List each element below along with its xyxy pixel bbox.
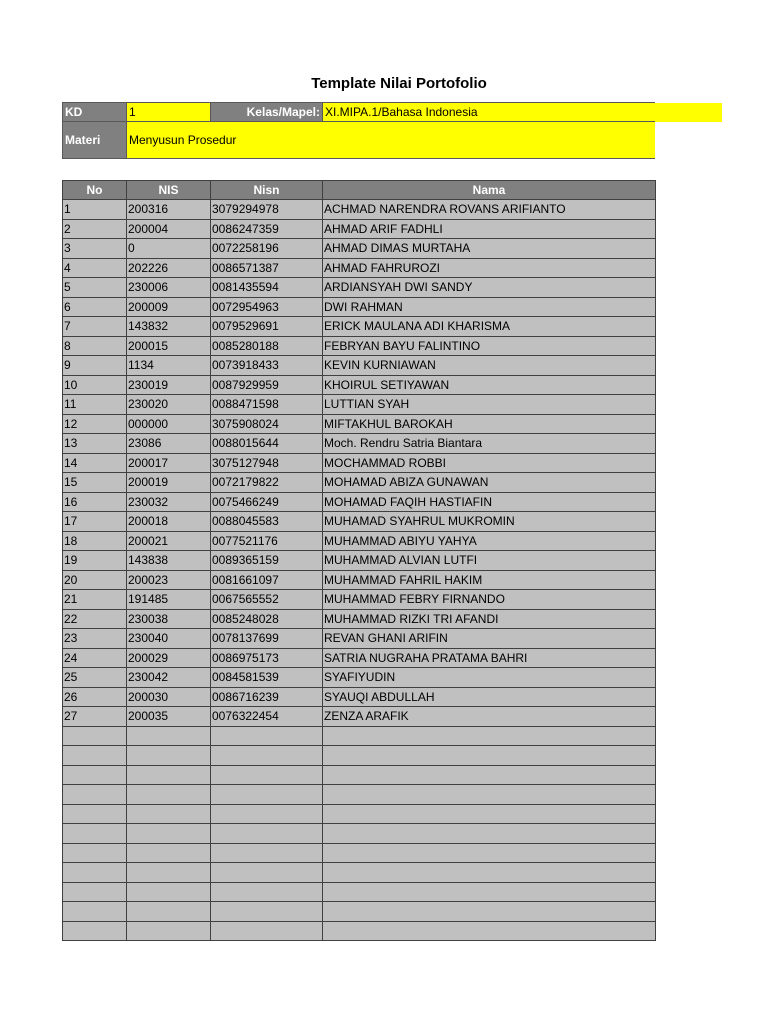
empty-table-row bbox=[63, 804, 656, 824]
cell-nisn[interactable]: 0081435594 bbox=[211, 278, 323, 298]
cell-nisn[interactable]: 0072258196 bbox=[211, 239, 323, 259]
table-row bbox=[63, 492, 656, 512]
cell-nama[interactable]: REVAN GHANI ARIFIN bbox=[323, 629, 656, 649]
empty-table-row bbox=[63, 824, 656, 844]
cell-nis[interactable]: 143838 bbox=[127, 551, 211, 571]
cell-nis[interactable]: 200030 bbox=[127, 687, 211, 707]
empty-cell[interactable] bbox=[127, 863, 211, 883]
materi-label: Materi bbox=[63, 122, 127, 159]
header-nisn: Nisn bbox=[211, 181, 323, 200]
cell-nama[interactable]: MUHAMMAD FAHRIL HAKIM bbox=[323, 570, 656, 590]
table-row bbox=[63, 278, 656, 298]
empty-cell[interactable] bbox=[323, 882, 656, 902]
empty-cell[interactable] bbox=[127, 746, 211, 766]
empty-cell[interactable] bbox=[63, 785, 127, 805]
cell-nama[interactable]: ERICK MAULANA ADI KHARISMA bbox=[323, 317, 656, 337]
cell-nis[interactable]: 200019 bbox=[127, 473, 211, 493]
cell-no[interactable]: 26 bbox=[63, 687, 127, 707]
empty-cell[interactable] bbox=[63, 843, 127, 863]
empty-table-row bbox=[63, 843, 656, 863]
empty-table-row bbox=[63, 726, 656, 746]
cell-nama[interactable]: ZENZA ARAFIK bbox=[323, 707, 656, 727]
cell-no[interactable]: 10 bbox=[63, 375, 127, 395]
student-table bbox=[62, 180, 656, 941]
table-row bbox=[63, 434, 656, 454]
empty-cell[interactable] bbox=[323, 863, 656, 883]
cell-no[interactable]: 23 bbox=[63, 629, 127, 649]
cell-nisn[interactable]: 0075466249 bbox=[211, 492, 323, 512]
cell-nisn[interactable]: 3075127948 bbox=[211, 453, 323, 473]
empty-cell[interactable] bbox=[63, 804, 127, 824]
cell-nis[interactable]: 230006 bbox=[127, 278, 211, 298]
cell-nama[interactable]: SYAUQI ABDULLAH bbox=[323, 687, 656, 707]
cell-nama[interactable]: SATRIA NUGRAHA PRATAMA BAHRI bbox=[323, 648, 656, 668]
page-title: Template Nilai Portofolio bbox=[311, 75, 487, 92]
cell-nis[interactable]: 200021 bbox=[127, 531, 211, 551]
cell-nama[interactable]: MUHAMMAD ALVIAN LUTFI bbox=[323, 551, 656, 571]
table-row bbox=[63, 707, 656, 727]
table-row bbox=[63, 200, 656, 220]
table-row bbox=[63, 395, 656, 415]
cell-nisn[interactable]: 0073918433 bbox=[211, 356, 323, 376]
cell-no[interactable]: 17 bbox=[63, 512, 127, 532]
empty-cell[interactable] bbox=[323, 746, 656, 766]
cell-nis[interactable]: 200018 bbox=[127, 512, 211, 532]
table-row bbox=[63, 629, 656, 649]
empty-cell[interactable] bbox=[127, 785, 211, 805]
empty-cell[interactable] bbox=[127, 824, 211, 844]
table-row bbox=[63, 453, 656, 473]
empty-cell[interactable] bbox=[211, 726, 323, 746]
empty-table-row bbox=[63, 863, 656, 883]
cell-nama[interactable]: MOHAMAD ABIZA GUNAWAN bbox=[323, 473, 656, 493]
table-row bbox=[63, 570, 656, 590]
cell-nis[interactable]: 200316 bbox=[127, 200, 211, 220]
cell-nis[interactable]: 230032 bbox=[127, 492, 211, 512]
kelas-mapel-label: Kelas/Mapel: bbox=[211, 103, 323, 122]
cell-nama[interactable]: AHMAD ARIF FADHLI bbox=[323, 219, 656, 239]
cell-nisn[interactable]: 0077521176 bbox=[211, 531, 323, 551]
cell-no[interactable]: 22 bbox=[63, 609, 127, 629]
cell-nama[interactable]: FEBRYAN BAYU FALINTINO bbox=[323, 336, 656, 356]
empty-cell[interactable] bbox=[323, 902, 656, 922]
cell-nama[interactable]: LUTTIAN SYAH bbox=[323, 395, 656, 415]
cell-no[interactable]: 24 bbox=[63, 648, 127, 668]
table-row bbox=[63, 336, 656, 356]
empty-cell[interactable] bbox=[323, 726, 656, 746]
empty-cell[interactable] bbox=[323, 824, 656, 844]
cell-nisn[interactable]: 0086247359 bbox=[211, 219, 323, 239]
cell-nisn[interactable]: 0088471598 bbox=[211, 395, 323, 415]
header-nis: NIS bbox=[127, 181, 211, 200]
table-row bbox=[63, 668, 656, 688]
cell-nis[interactable]: 200029 bbox=[127, 648, 211, 668]
cell-nis[interactable]: 230020 bbox=[127, 395, 211, 415]
cell-nisn[interactable]: 3079294978 bbox=[211, 200, 323, 220]
cell-nisn[interactable]: 0072179822 bbox=[211, 473, 323, 493]
table-row bbox=[63, 414, 656, 434]
cell-nama[interactable]: MUHAMMAD RIZKI TRI AFANDI bbox=[323, 609, 656, 629]
empty-cell[interactable] bbox=[323, 765, 656, 785]
table-row bbox=[63, 258, 656, 278]
empty-cell[interactable] bbox=[211, 902, 323, 922]
cell-nisn[interactable]: 0088045583 bbox=[211, 512, 323, 532]
empty-cell[interactable] bbox=[127, 765, 211, 785]
empty-cell[interactable] bbox=[127, 843, 211, 863]
empty-cell[interactable] bbox=[211, 785, 323, 805]
cell-no[interactable]: 12 bbox=[63, 414, 127, 434]
cell-nama[interactable]: MOHAMAD FAQIH HASTIAFIN bbox=[323, 492, 656, 512]
table-row bbox=[63, 219, 656, 239]
cell-nis[interactable]: 143832 bbox=[127, 317, 211, 337]
table-row bbox=[63, 473, 656, 493]
cell-nis[interactable]: 0 bbox=[127, 239, 211, 259]
cell-nisn[interactable]: 0086571387 bbox=[211, 258, 323, 278]
cell-nama[interactable]: DWI RAHMAN bbox=[323, 297, 656, 317]
cell-no[interactable]: 9 bbox=[63, 356, 127, 376]
student-table-body bbox=[63, 200, 656, 941]
cell-nis[interactable]: 200015 bbox=[127, 336, 211, 356]
cell-nis[interactable]: 200035 bbox=[127, 707, 211, 727]
cell-nama[interactable]: MOCHAMMAD ROBBI bbox=[323, 453, 656, 473]
cell-nisn[interactable]: 0086975173 bbox=[211, 648, 323, 668]
empty-cell[interactable] bbox=[323, 785, 656, 805]
cell-nama[interactable]: SYAFIYUDIN bbox=[323, 668, 656, 688]
empty-table-row bbox=[63, 746, 656, 766]
header-no: No bbox=[63, 181, 127, 200]
table-row bbox=[63, 297, 656, 317]
cell-nama[interactable]: AHMAD DIMAS MURTAHA bbox=[323, 239, 656, 259]
table-row bbox=[63, 609, 656, 629]
empty-table-row bbox=[63, 921, 656, 941]
empty-table-row bbox=[63, 785, 656, 805]
empty-cell[interactable] bbox=[127, 921, 211, 941]
cell-nisn[interactable]: 0084581539 bbox=[211, 668, 323, 688]
cell-no[interactable]: 27 bbox=[63, 707, 127, 727]
cell-no[interactable]: 21 bbox=[63, 590, 127, 610]
kelas-mapel-overflow-cell bbox=[655, 103, 723, 122]
empty-cell[interactable] bbox=[63, 746, 127, 766]
cell-nis[interactable]: 200017 bbox=[127, 453, 211, 473]
cell-nisn[interactable]: 0088015644 bbox=[211, 434, 323, 454]
cell-nama[interactable]: AHMAD FAHRUROZI bbox=[323, 258, 656, 278]
cell-no[interactable]: 4 bbox=[63, 258, 127, 278]
cell-no[interactable]: 3 bbox=[63, 239, 127, 259]
empty-cell[interactable] bbox=[127, 882, 211, 902]
cell-nisn[interactable]: 0072954963 bbox=[211, 297, 323, 317]
cell-no[interactable]: 1 bbox=[63, 200, 127, 220]
cell-no[interactable]: 15 bbox=[63, 473, 127, 493]
cell-no[interactable]: 11 bbox=[63, 395, 127, 415]
cell-nis[interactable]: 000000 bbox=[127, 414, 211, 434]
cell-nama[interactable]: MIFTAKHUL BAROKAH bbox=[323, 414, 656, 434]
kd-value[interactable]: 1 bbox=[127, 103, 211, 122]
cell-nis[interactable]: 200009 bbox=[127, 297, 211, 317]
cell-nis[interactable]: 23086 bbox=[127, 434, 211, 454]
empty-cell[interactable] bbox=[63, 863, 127, 883]
empty-table-row bbox=[63, 765, 656, 785]
cell-nama[interactable]: MUHAMAD SYAHRUL MUKROMIN bbox=[323, 512, 656, 532]
empty-cell[interactable] bbox=[63, 726, 127, 746]
header-nama: Nama bbox=[323, 181, 656, 200]
cell-nama[interactable]: MUHAMMAD ABIYU YAHYA bbox=[323, 531, 656, 551]
kd-label: KD bbox=[63, 103, 127, 122]
empty-cell[interactable] bbox=[211, 746, 323, 766]
cell-no[interactable]: 14 bbox=[63, 453, 127, 473]
empty-cell[interactable] bbox=[211, 882, 323, 902]
empty-cell[interactable] bbox=[127, 726, 211, 746]
empty-cell[interactable] bbox=[323, 843, 656, 863]
materi-value[interactable]: Menyusun Prosedur bbox=[127, 122, 655, 159]
cell-no[interactable]: 13 bbox=[63, 434, 127, 454]
table-header-row bbox=[63, 181, 656, 200]
cell-no[interactable]: 20 bbox=[63, 570, 127, 590]
cell-nis[interactable]: 200023 bbox=[127, 570, 211, 590]
cell-no[interactable]: 2 bbox=[63, 219, 127, 239]
kelas-mapel-value[interactable]: XI.MIPA.1/Bahasa Indonesia bbox=[323, 103, 655, 122]
empty-table-row bbox=[63, 902, 656, 922]
cell-no[interactable]: 25 bbox=[63, 668, 127, 688]
empty-cell bbox=[655, 122, 723, 159]
table-row bbox=[63, 590, 656, 610]
cell-nisn[interactable]: 0089365159 bbox=[211, 551, 323, 571]
empty-cell[interactable] bbox=[323, 921, 656, 941]
empty-cell[interactable] bbox=[63, 824, 127, 844]
cell-nisn[interactable]: 0078137699 bbox=[211, 629, 323, 649]
empty-cell[interactable] bbox=[63, 882, 127, 902]
empty-cell[interactable] bbox=[211, 863, 323, 883]
table-row bbox=[63, 648, 656, 668]
table-row bbox=[63, 375, 656, 395]
cell-no[interactable]: 19 bbox=[63, 551, 127, 571]
empty-cell[interactable] bbox=[127, 804, 211, 824]
cell-nisn[interactable]: 0076322454 bbox=[211, 707, 323, 727]
cell-no[interactable]: 18 bbox=[63, 531, 127, 551]
cell-nis[interactable]: 230038 bbox=[127, 609, 211, 629]
empty-cell[interactable] bbox=[211, 824, 323, 844]
cell-nama[interactable]: ACHMAD NARENDRA ROVANS ARIFIANTO bbox=[323, 200, 656, 220]
cell-no[interactable]: 8 bbox=[63, 336, 127, 356]
cell-nama[interactable]: MUHAMMAD FEBRY FIRNANDO bbox=[323, 590, 656, 610]
cell-nisn[interactable]: 0085248028 bbox=[211, 609, 323, 629]
cell-nama[interactable]: Moch. Rendru Satria Biantara bbox=[323, 434, 656, 454]
cell-nisn[interactable]: 3075908024 bbox=[211, 414, 323, 434]
cell-nisn[interactable]: 0085280188 bbox=[211, 336, 323, 356]
cell-nis[interactable]: 230019 bbox=[127, 375, 211, 395]
table-row bbox=[63, 356, 656, 376]
info-block bbox=[62, 102, 723, 159]
empty-cell[interactable] bbox=[211, 804, 323, 824]
empty-cell[interactable] bbox=[127, 902, 211, 922]
cell-nama[interactable]: KHOIRUL SETIYAWAN bbox=[323, 375, 656, 395]
empty-cell[interactable] bbox=[323, 804, 656, 824]
cell-nisn[interactable]: 0081661097 bbox=[211, 570, 323, 590]
empty-cell[interactable] bbox=[63, 902, 127, 922]
empty-cell[interactable] bbox=[63, 921, 127, 941]
cell-no[interactable]: 6 bbox=[63, 297, 127, 317]
table-row bbox=[63, 687, 656, 707]
table-row bbox=[63, 512, 656, 532]
cell-nis[interactable]: 202226 bbox=[127, 258, 211, 278]
table-row bbox=[63, 317, 656, 337]
empty-cell[interactable] bbox=[211, 843, 323, 863]
empty-cell[interactable] bbox=[63, 765, 127, 785]
cell-nisn[interactable]: 0087929959 bbox=[211, 375, 323, 395]
cell-nis[interactable]: 200004 bbox=[127, 219, 211, 239]
cell-nisn[interactable]: 0079529691 bbox=[211, 317, 323, 337]
cell-no[interactable]: 16 bbox=[63, 492, 127, 512]
cell-nama[interactable]: ARDIANSYAH DWI SANDY bbox=[323, 278, 656, 298]
cell-nis[interactable]: 1134 bbox=[127, 356, 211, 376]
cell-nis[interactable]: 230042 bbox=[127, 668, 211, 688]
cell-nisn[interactable]: 0067565552 bbox=[211, 590, 323, 610]
cell-nisn[interactable]: 0086716239 bbox=[211, 687, 323, 707]
empty-cell[interactable] bbox=[211, 765, 323, 785]
table-row bbox=[63, 531, 656, 551]
table-row bbox=[63, 239, 656, 259]
empty-cell[interactable] bbox=[211, 921, 323, 941]
empty-table-row bbox=[63, 882, 656, 902]
cell-no[interactable]: 5 bbox=[63, 278, 127, 298]
cell-nis[interactable]: 230040 bbox=[127, 629, 211, 649]
cell-no[interactable]: 7 bbox=[63, 317, 127, 337]
cell-nama[interactable]: KEVIN KURNIAWAN bbox=[323, 356, 656, 376]
cell-nis[interactable]: 191485 bbox=[127, 590, 211, 610]
table-row bbox=[63, 551, 656, 571]
